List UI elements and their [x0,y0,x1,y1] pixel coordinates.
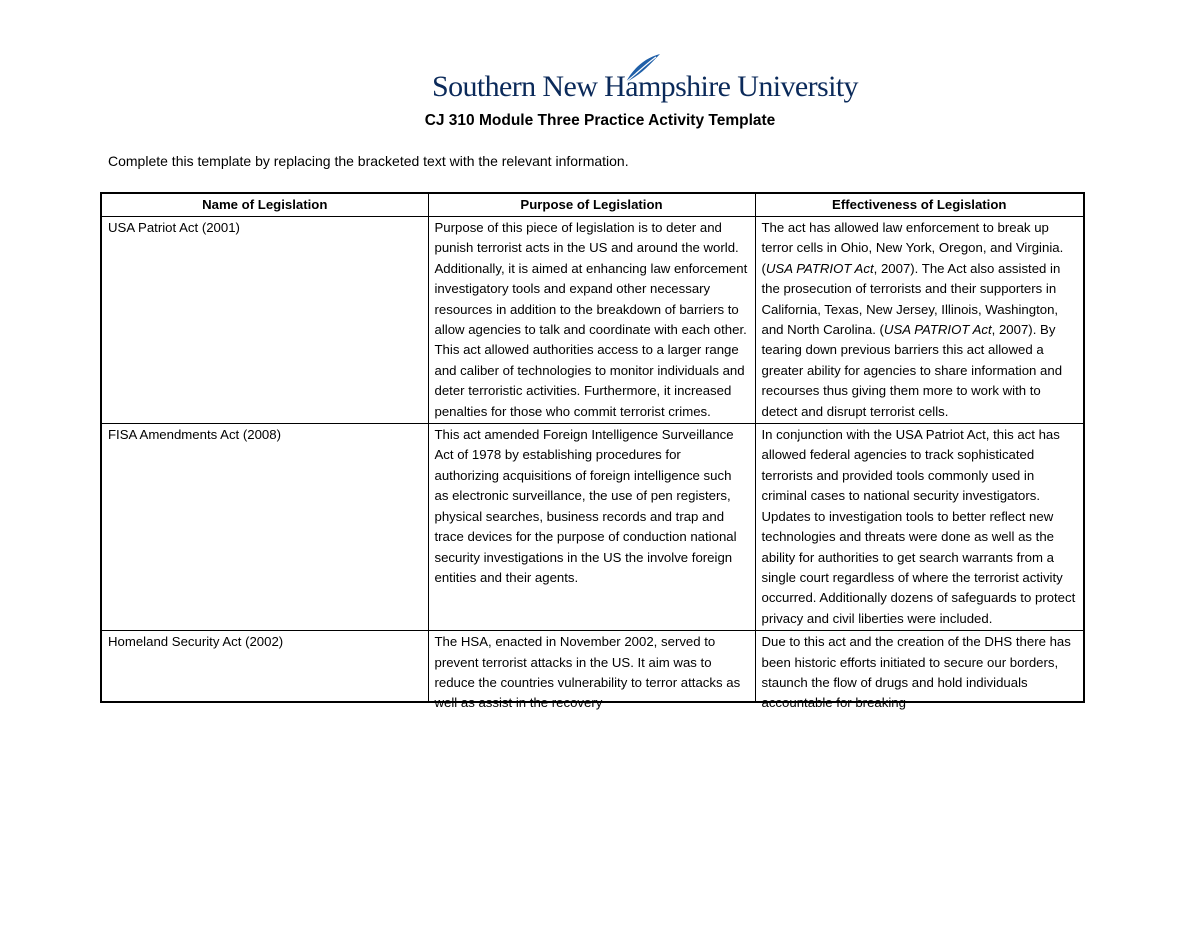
column-header-effectiveness: Effectiveness of Legislation [755,193,1084,217]
effectiveness-text: The act has allowed law enforcement to break up terror cells in Ohio, New York, Oregon, and Virginia. ( [761,220,1064,276]
citation-text: USA PATRIOT Act [883,322,992,338]
table-row [101,631,1084,703]
citation-text: USA PATRIOT Act [765,260,874,276]
page-title: CJ 310 Module Three Practice Activity Template [424,112,776,129]
table-header-row [101,193,1084,217]
cell-text: Due to this act and the creation of the DHS there has been historic efforts initiated to secure our borders, staunch the flow of drugs and hold individuals accountable for breaking [761,634,1071,711]
legislation-effectiveness-cell: In conjunction with the USA Patriot Act, this act has allowed federal agencies to track sophisticated terrorists and provided tools commonly used in criminal cases to national security investigators. Updates to investigation tools to better reflect new technologies and threats were done as well as the ability for authorities to get search warrants from a single court regardless of where the terrorist activity occurred. Additionally dozens of safeguards to protect privacy and civil liberties were included. [755,424,1084,631]
instructions-text: Complete this template by replacing the bracketed text with the relevant information. [108,153,629,169]
legislation-purpose-cell: This act amended Foreign Intelligence Surveillance Act of 1978 by establishing procedures for authorizing acquisitions of foreign intelligence such as electronic surveillance, the use of pen registers, physical searches, business records and trap and trace devices for the purpose of conduction national security investigations in the US the involve foreign entities and their agents. [428,424,755,631]
university-logo [432,52,858,106]
legislation-name-cell: USA Patriot Act (2001) [101,217,428,424]
table-row [101,424,1084,631]
legislation-effectiveness-cell [755,631,1084,711]
legislation-name-cell [101,631,428,703]
column-header-purpose: Purpose of Legislation [428,193,755,217]
effectiveness-text: , 2007). By tearing down previous barriers this act allowed a greater ability for agencies to share information and recourses thus giving them more to work with to detect and disrupt terrorist cells. [761,322,1063,419]
legislation-effectiveness-cell [755,217,1084,424]
table-row [101,217,1084,424]
logo-text: Southern New Hampshire University [432,70,858,103]
column-header-name: Name of Legislation [101,193,428,217]
legislation-name-cell: FISA Amendments Act (2008) [101,424,428,631]
effectiveness-text: , 2007). The Act also assisted in the prosecution of terrorists and their supporters in California, Texas, New Jersey, Illinois, Washington, and North Carolina. ( [761,260,1061,338]
cell-text: Homeland Security Act (2002) [108,634,284,650]
legislation-table [100,192,1085,711]
cell-text: The HSA, enacted in November 2002, served to prevent terrorist attacks in the US. It aim was to reduce the countries vulnerability to terror attacks as well as assist in the recovery [434,634,741,711]
legislation-purpose-cell [428,631,755,711]
legislation-purpose-cell: Purpose of this piece of legislation is to deter and punish terrorist acts in the US and around the world. Additionally, it is aimed at enhancing law enforcement investigatory tools and expand other necessary resources in addition to the breakdown of barriers to allow agencies to talk and coordinate with each other. This act allowed authorities access to a larger range and caliber of technologies to monitor individuals and deter terroristic activities. Furthermore, it increased penalties for those who commit terrorist crimes. [428,217,755,424]
